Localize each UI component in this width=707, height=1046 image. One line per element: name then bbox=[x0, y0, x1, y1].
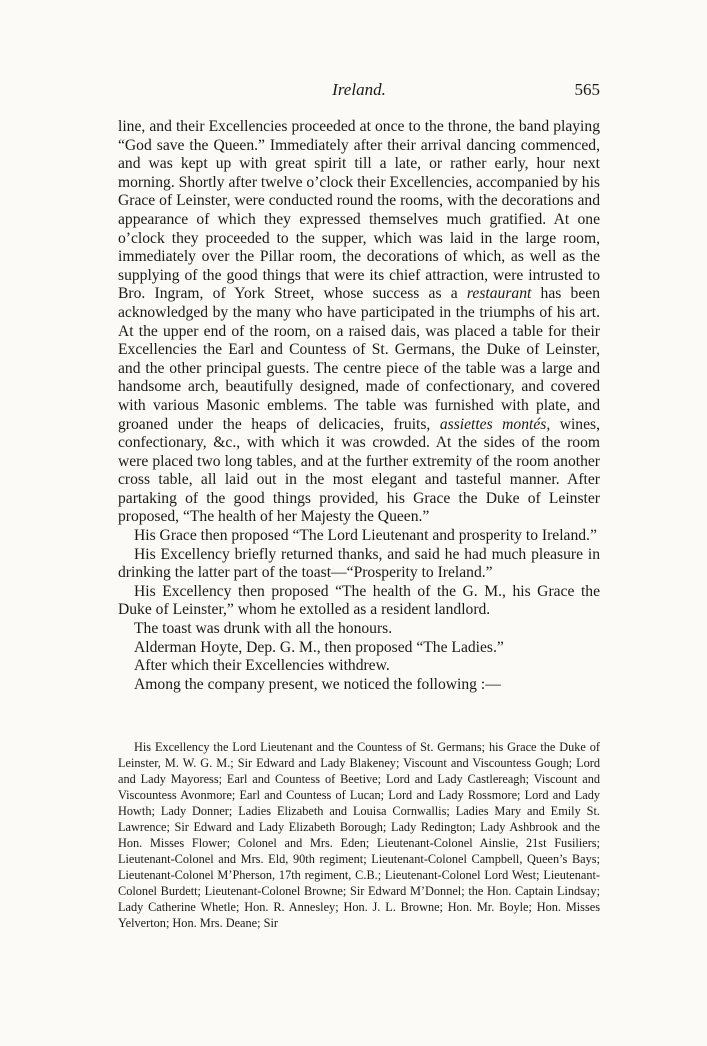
italic-restaurant: restaurant bbox=[466, 285, 532, 303]
paragraph-honours: The toast was drunk with all the honours. bbox=[134, 620, 393, 638]
paragraph-supper bbox=[118, 118, 600, 527]
paragraph-toast-ladies: Alderman Hoyte, Dep. G. M., then proposed “The Ladies.” bbox=[134, 638, 504, 656]
paragraph-withdrew: After which their Excellencies withdrew. bbox=[134, 657, 390, 675]
body-text bbox=[118, 118, 600, 694]
running-title: Ireland. bbox=[332, 80, 386, 99]
paragraph-toast-lord-lieutenant: His Grace then proposed “The Lord Lieutenant and prosperity to Ireland.” bbox=[134, 527, 597, 545]
paragraph-toast-grand-master: His Excellency then proposed “The health of the G. M., his Grace the Duke of Leinster,” whom he extolled as a resident landlord. bbox=[118, 582, 600, 619]
paragraph-supper-part-2: has been acknowledged by the many who have participated in the triumphs of his art. At the upper end of the room, on a raised dais, was placed a table for their Excellencies the Earl and Countess of St. Germans, the Duke of Leinster, and the other principal guests. The centre piece of the table was a large and handsome arch, beautifully designed, made of confectionary, and covered with various Masonic emblems. The table was furnished with plate, and groaned under the heaps of delicacies, fruits, bbox=[118, 285, 600, 433]
paragraph-supper-part-1: line, and their Excellencies proceeded at once to the throne, the band playing “God save the Queen.” Immediately after their arrival dancing commenced, and was kept up with great spirit till a late, or rather early, hour next morning. Shortly after twelve o’clock their Excellencies, accompanied by his Grace of Leinster, were conducted round the rooms, with the decorations and appearance of which they expressed themselves much gratified. At one o’clock they proceeded to the supper, which was laid in the large room, immediately over the Pillar room, the decorations of which, as well as the supplying of the good things that were its chief attraction, were intrusted to Bro. Ingram, of York Street, whose success as a bbox=[118, 118, 600, 303]
page-number: 565 bbox=[574, 80, 600, 99]
paragraph-company-intro: Among the company present, we noticed the following :— bbox=[134, 675, 501, 693]
page-header bbox=[118, 80, 600, 102]
paragraph-supper-part-3: wines, confectionary, &c., with which it was crowded. At the sides of the room were placed two long tables, and at the further extremity of the room another cross table, all laid out in the most elegant and tasteful manner. After partaking of the good things provided, his Grace the Duke of Leinster proposed, “The health of her Majesty the Queen.” bbox=[118, 415, 600, 526]
paragraph-reply: His Excellency briefly returned thanks, and said he had much pleasure in drinking the latter part of the toast—“Prosperity to Ireland.” bbox=[118, 545, 600, 582]
italic-assiettes: assiettes montés, bbox=[439, 415, 551, 433]
company-list bbox=[118, 739, 600, 931]
company-list-text: His Excellency the Lord Lieutenant and the Countess of St. Germans; his Grace the Duke of Leinster, M. W. G. M.; Sir Edward and Lady Blakeney; Viscount and Viscountess Gough; Lord and Lady Mayoress; Earl and Countess of Beetive; Lord and Lady Castlereagh; Viscount and Viscountess Avonmore; Earl and Countess of Lucan; Lord and Lady Rossmore; Lord and Lady Howth; Lady Donner; Ladies Elizabeth and Louisa Cornwallis; Ladies Mary and Emily St. Lawrence; Sir Edward and Lady Elizabeth Borough; Lady Redington; Lady Ashbrook and the Hon. Misses Flower; Colonel and Mrs. Eden; Lieutenant-Colonel Ainslie, 21st Fusiliers; Lieutenant-Colonel and Mrs. Eld, 90th regiment; Lieutenant-Colonel Campbell, Queen’s Bays; Lieutenant-Colonel M’Pherson, 17th regiment, C.B.; Lieutenant-Colonel Lord West; Lieutenant-Colonel Burdett; Lieutenant-Colonel Browne; Sir Edward M’Donnel; the Hon. Captain Lindsay; Lady Catherine Whetle; Hon. R. Annesley; Hon. J. L. Browne; Hon. Mr. Boyle; Hon. Misses Yelverton; Hon. Mrs. Deane; Sir bbox=[118, 740, 600, 930]
